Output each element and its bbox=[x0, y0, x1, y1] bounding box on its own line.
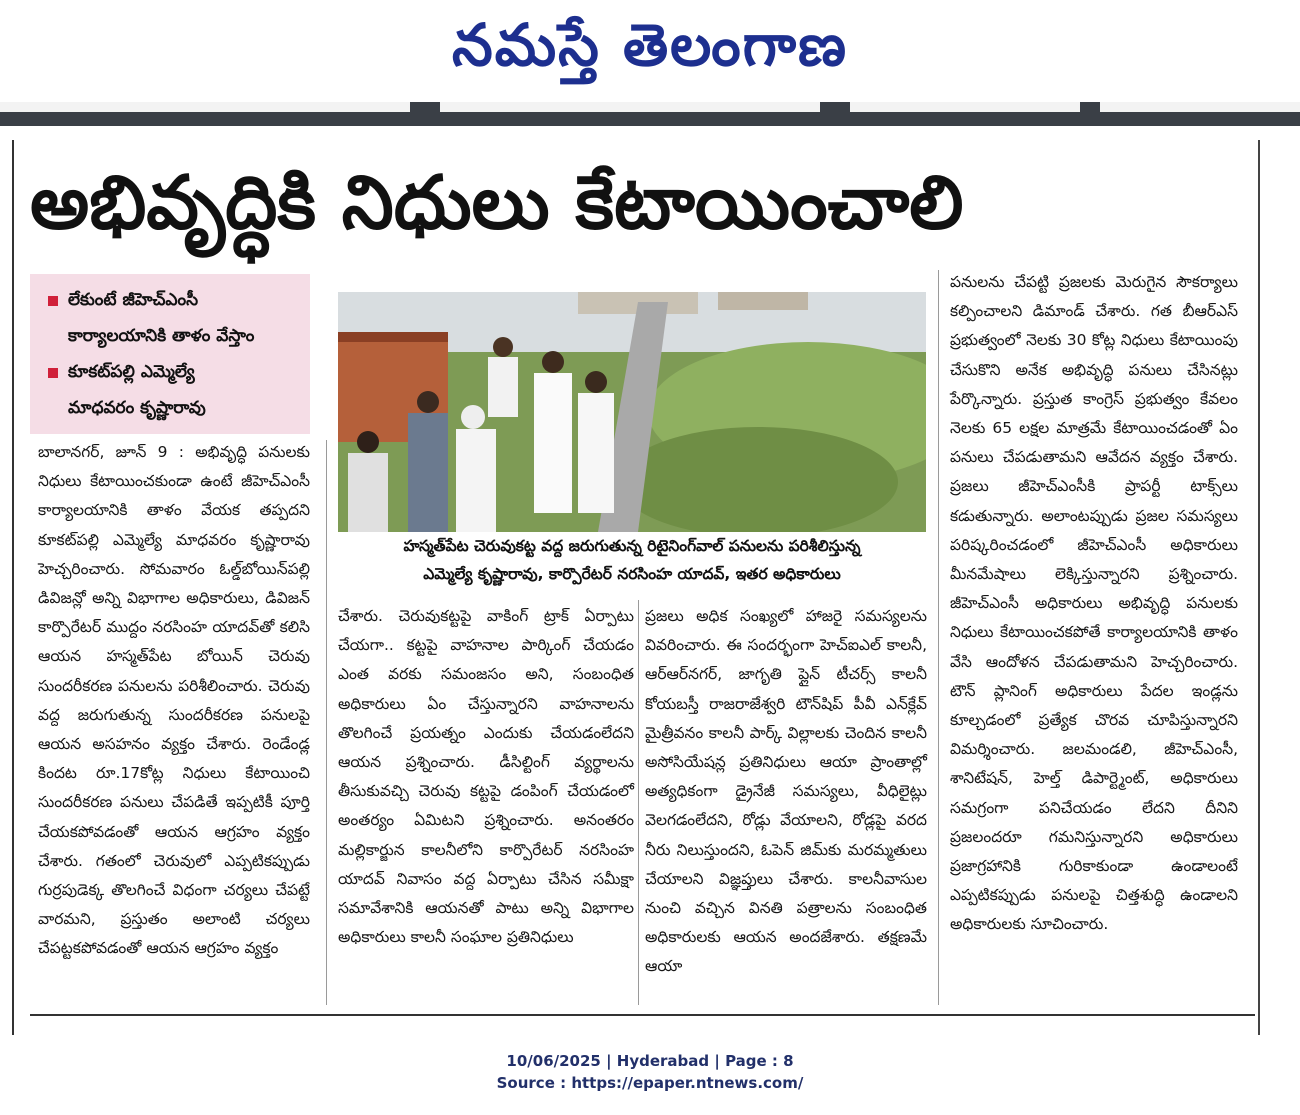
photo-caption bbox=[338, 532, 926, 590]
highlight-line: లేకుంటే జీహెచ్‌ఎంసీ bbox=[68, 290, 199, 310]
header-bar-strip bbox=[440, 102, 820, 112]
bullet-icon bbox=[48, 368, 58, 378]
highlight-item bbox=[42, 354, 300, 426]
bullet-icon bbox=[48, 296, 58, 306]
newspaper-logo: నమస్తే తెలంగాణ bbox=[452, 11, 848, 79]
article-column-2: చేశారు. చెరువుకట్టపై వాకింగ్ ట్రాక్ ఏర్పాటు చేయగా.. కట్టపై వాహనాల పార్కింగ్ చేయడం ఎంత వరకు సమంజసం అని, సంబంధిత అధికారులు ఏం చేస్తున్నారని వాహనాలను తొలగించే ప్రయత్నం ఎందుకు చేయడంలేదని ఆయన ప్రశ్నించారు. డీసిల్టింగ్ వ్యర్థాలను తీసుకువచ్చి చెరువు కట్టపై డంపింగ్ చేయడంలో అంతర్యం ఏమిటని ప్రశ్నించారు. అనంతరం మల్లికార్జున కాలనీలోని కార్పొరేటర్ నరసింహ యాదవ్ నివాసం వద్ద ఏర్పాటు చేసిన సమీక్షా సమావేశానికి ఆయనతో పాటు అన్ని విభాగాల అధికారులు కాలనీ సంఘాల ప్రతినిధులు bbox=[338, 607, 634, 947]
header-bar-strip bbox=[1100, 102, 1300, 112]
edition-info: 10/06/2025 | Hyderabad | Page : 8 bbox=[506, 1052, 794, 1070]
highlights-box bbox=[30, 274, 310, 434]
news-photo bbox=[338, 292, 926, 532]
header-bar-strip bbox=[850, 102, 1080, 112]
header-bar-strip bbox=[0, 102, 410, 112]
headline: అభివృద్ధికి నిధులు కేటాయించాలి bbox=[30, 160, 964, 246]
masthead bbox=[0, 0, 1300, 100]
highlight-item bbox=[42, 282, 300, 354]
highlight-line: మాధవరం కృష్ణారావు bbox=[68, 398, 206, 418]
column-divider bbox=[938, 270, 939, 1005]
caption-line: హస్మత్‌పేట చెరువుకట్ట వద్ద జరుగుతున్న రిటైనింగ్‌వాల్ పనులను పరిశీలిస్తున్న bbox=[403, 537, 861, 555]
column-rule bbox=[1258, 140, 1260, 1035]
column-divider bbox=[326, 440, 327, 1005]
highlight-line: కార్యాలయానికి తాళం వేస్తాం bbox=[68, 326, 255, 346]
article-column-4: పనులను చేపట్టి ప్రజలకు మెరుగైన సౌకర్యాలు కల్పించాలని డిమాండ్ చేశారు. గత బీఆర్‌ఎస్ ప్రభుత్వంలో నెలకు 30 కోట్ల నిధులు కేటాయింపు చేసుకొని అనేక అభివృద్ధి పనులు చేసినట్లు పేర్కొన్నారు. ప్రస్తుత కాంగ్రెస్ ప్రభుత్వం కేవలం నెలకు 65 లక్షల మాత్రమే కేటాయించడంతో ఏం పనులు చేపడుతామని ఆవేదన వ్యక్తం చేశారు. ప్రజలు జీహెచ్‌ఎంసీకి ప్రాపర్టీ టాక్స్‌లు కడుతున్నారు. అలాంటప్పుడు ప్రజల సమస్యలు పరిష్కరించడంలో జీహెచ్‌ఎంసీ అధికారులు మీనమేషాలు లెక్కిస్తున్నారని ప్రశ్నించారు. జీహెచ్‌ఎంసీ అధికారులు అభివృద్ధి పనులకు నిధులు కేటాయించకపోతే కార్యాలయానికి తాళం వేసి ఆందోళన చేపడుతామని హెచ్చరించారు. టౌన్ ప్లానింగ్ అధికారులు పేదల ఇండ్లను కూల్చడంలో ప్రత్యేక చొరవ చూపిస్తున్నారని విమర్శించారు. జలమండలి, జీహెచ్‌ఎంసీ, శానిటేషన్, హెల్త్ డిపార్ట్మెంట్, అధికారులు సమగ్రంగా పనిచేయడం లేదని దీనిని ప్రజలందరూ గమనిస్తున్నారని అధికారులు ప్రజాగ్రహానికి గురికాకుండా ఉండాలంటే ఎప్పటికప్పుడు పనులపై చిత్తశుద్ధి ఉండాలని అధికారులకు సూచించారు. bbox=[950, 273, 1238, 934]
adjacent-article-edge bbox=[1275, 185, 1300, 1035]
bottom-rule bbox=[30, 1014, 1255, 1016]
photo-illustration bbox=[338, 292, 926, 532]
article-column-1: బాలానగర్, జూన్ 9 : అభివృద్ధి పనులకు నిధులు కేటాయించకుండా ఉంటే జీహెచ్‌ఎంసీ కార్యాలయానికి తాళం వేయక తప్పదని కూకట్‌పల్లి ఎమ్మెల్యే మాధవరం కృష్ణారావు హెచ్చరించారు. సోమవారం ఓల్డ్‌బోయిన్‌పల్లి డివిజన్లో అన్ని విభాగాల అధికారులు, డివిజన్ కార్పొరేటర్ ముద్దం నరసింహ యాదవ్‌తో కలిసి ఆయన హస్మత్‌పేట బోయిన్ చెరువు సుందరీకరణ పనులను పరిశీలించారు. చెరువు వద్ద జరుగుతున్న సుందరీకరణ పనులపై ఆయన అసహనం వ్యక్తం చేశారు. రెండేండ్ల కిందట రూ.17కోట్ల నిధులు కేటాయించి సుందరీకరణ పనులు చేపడితే ఇప్పటికీ పూర్తి చేయకపోవడంతో ఆయన ఆగ్రహం వ్యక్తం చేశారు. గతంలో చెరువులో ఎప్పటికప్పుడు గుర్రపుడెక్క తొలగించే విధంగా చర్యలు చేపట్టే వారమని, ప్రస్తుతం అలాంటి చర్యలు చేపట్టకపోవడంతో ఆయన ఆగ్రహం వ్యక్తం bbox=[38, 443, 310, 958]
column-divider bbox=[638, 600, 639, 1005]
highlight-line: కూకట్‌పల్లి ఎమ్మెల్యే bbox=[68, 362, 195, 382]
source-link[interactable]: Source : https://epaper.ntnews.com/ bbox=[496, 1074, 804, 1092]
header-bar bbox=[0, 102, 1300, 126]
next-article-edge bbox=[620, 1022, 1240, 1036]
page-footer bbox=[0, 1050, 1300, 1094]
caption-line: ఎమ్మెల్యే కృష్ణారావు, కార్పొరేటర్ నరసింహ యాదవ్, ఇతర అధికారులు bbox=[423, 565, 841, 583]
article-column-3: ప్రజలు అధిక సంఖ్యలో హాజరై సమస్యలను వివరించారు. ఈ సందర్భంగా హెచ్ఐఎల్ కాలనీ, ఆర్ఆర్‌నగర్, జాగృతి ప్లైన్ టీచర్స్ కాలనీ కోయబస్తీ రాజరాజేశ్వరి టౌన్‌షిప్ పీవీ ఎన్‌క్లేవ్ మైత్రీవనం కాలనీ పార్క్ విల్లాలకు చెందిన కాలనీ అసోసియేషన్ల ప్రతినిధులు ఆయా ప్రాంతాల్లో అత్యధికంగా డ్రైనేజీ సమస్యలు, వీధిలైట్లు వెలగడంలేదని, రోడ్లు వేయాలని, రోడ్లపై వరద నీరు నిలుస్తుందని, ఓపెన్ జిమ్‌కు మరమ్మతులు చేయాలని విజ్ఞప్తులు చేశారు. కాలనీవాసుల నుంచి వచ్చిన వినతి పత్రాలను సంబంధిత అధికారులకు ఆయన అందజేశారు. తక్షణమే ఆయా bbox=[645, 607, 927, 976]
